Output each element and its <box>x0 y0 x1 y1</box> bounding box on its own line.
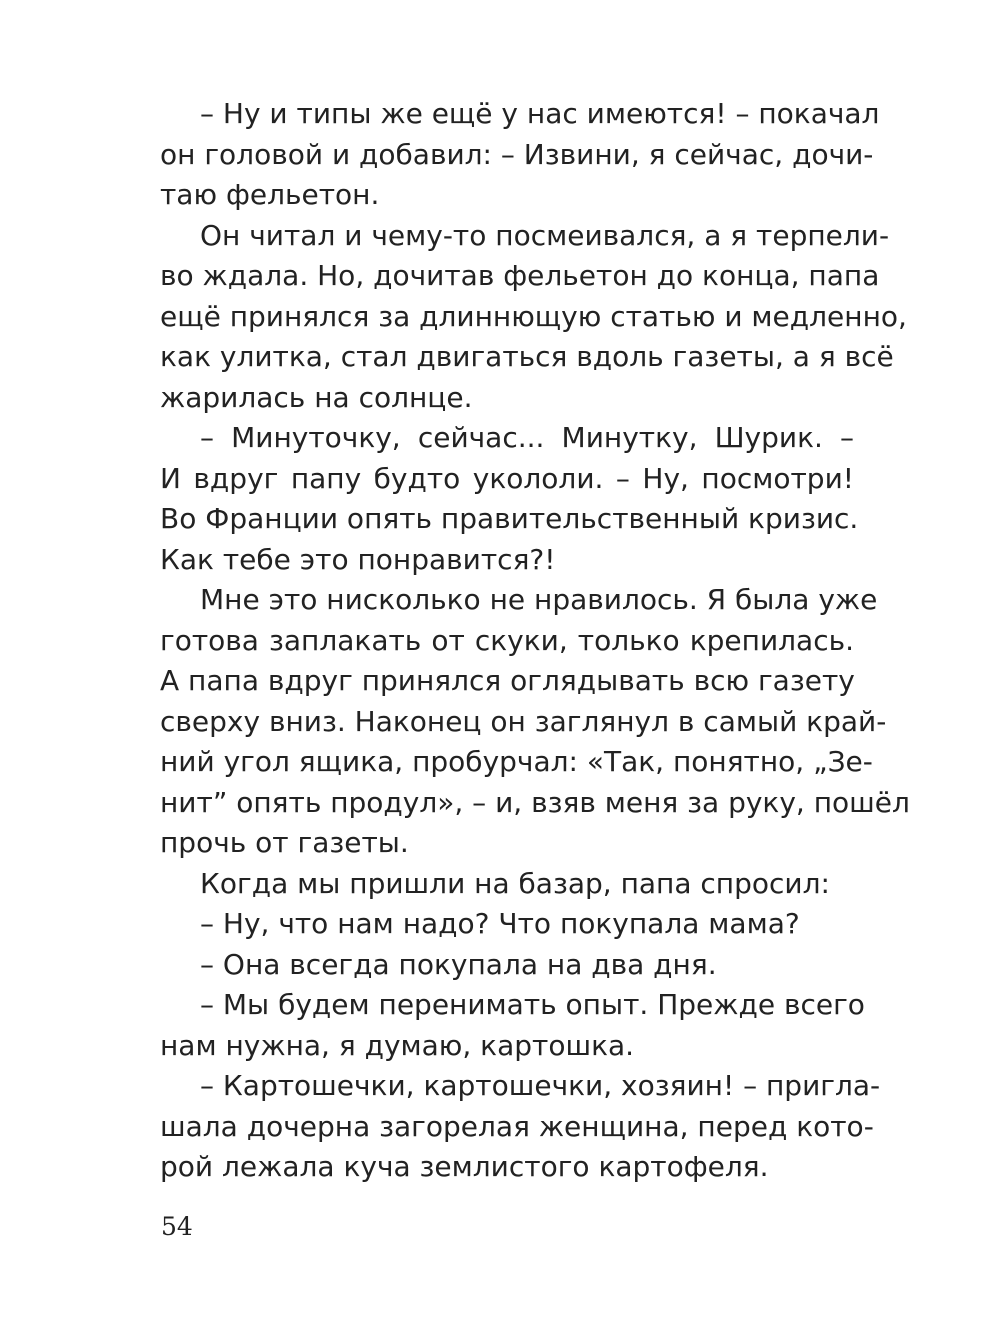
text-line: прочь от газеты. <box>160 826 409 859</box>
text-line: – Мы будем перенимать опыт. Прежде всего <box>200 988 865 1021</box>
body-text <box>160 94 910 1188</box>
text-line: Он читал и чему-то посмеивался, а я терпели- <box>200 218 890 252</box>
text-line: как улитка, стал двигаться вдоль газеты, а я всё <box>160 340 894 373</box>
text-line: И вдруг папу будто укололи. – Ну, посмотри! <box>160 461 854 495</box>
text-line: нам нужна, я думаю, картошка. <box>160 1028 635 1062</box>
text-line: – Ну, что нам надо? Что покупала мама? <box>200 907 800 940</box>
text-line: Мне это нисколько не нравилось. Я была уже <box>200 583 878 616</box>
text-line: он головой и добавил: – Извини, я сейчас, дочи- <box>160 137 874 171</box>
text-line: таю фельетон. <box>160 178 380 211</box>
text-line: – Минуточку, сейчас... Минутку, Шурик. – <box>200 421 854 454</box>
text-line: – Картошечки, картошечки, хозяин! – пригла- <box>200 1069 881 1102</box>
text-line: во ждала. Но, дочитав фельетон до конца, папа <box>160 259 880 292</box>
text-line: ещё принялся за длиннющую статью и медленно, <box>160 299 907 333</box>
text-line: готова заплакать от скуки, только крепилась. <box>160 623 854 657</box>
text-line: – Она всегда покупала на два дня. <box>200 947 717 981</box>
text-line: жарилась на солнце. <box>160 380 473 414</box>
text-line: Как тебе это понравится?! <box>160 542 556 576</box>
text-line: Во Франции опять правительственный кризис. <box>160 502 859 535</box>
text-line: Когда мы пришли на базар, папа спросил: <box>200 866 830 900</box>
text-line: А папа вдруг принялся оглядывать всю газету <box>160 664 855 697</box>
page-number: 54 <box>161 1212 193 1241</box>
text-line: нит” опять продул», – и, взяв меня за руку, пошёл <box>160 785 910 819</box>
text-line: – Ну и типы же ещё у нас имеются! – покачал <box>200 97 880 130</box>
text-line: шала дочерна загорелая женщина, перед кото- <box>160 1109 874 1143</box>
text-line: рой лежала куча землистого картофеля. <box>160 1150 769 1183</box>
text-line: сверху вниз. Наконец он заглянул в самый край- <box>160 704 887 738</box>
text-line: ний угол ящика, пробурчал: «Так, понятно, „Зе- <box>160 745 873 778</box>
